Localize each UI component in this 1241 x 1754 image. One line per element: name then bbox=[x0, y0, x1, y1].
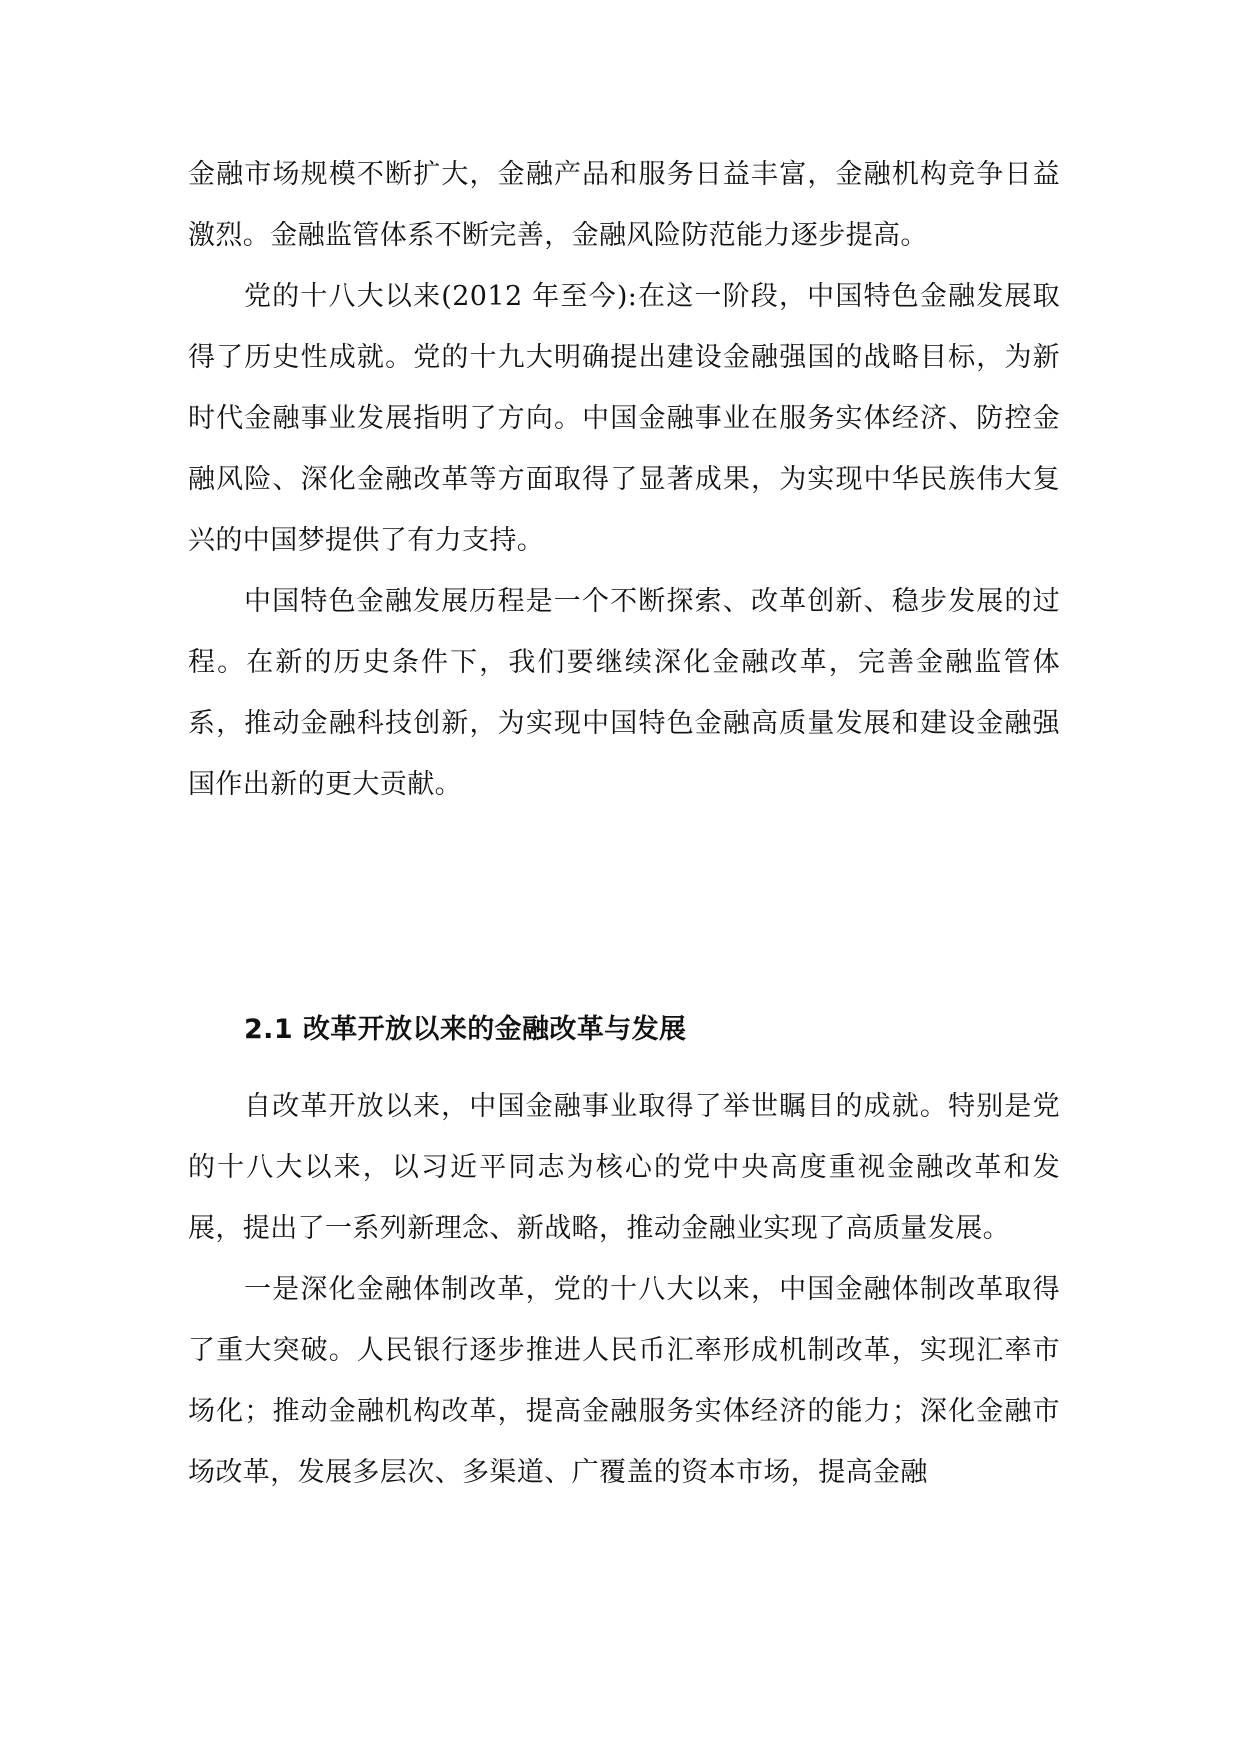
section-heading: 2.1 改革开放以来的金融改革与发展 bbox=[244, 1014, 687, 1045]
section-2-body bbox=[188, 1076, 1060, 1503]
paragraph-system-reform: 一是深化金融体制改革，党的十八大以来，中国金融体制改革取得了重大突破。人民银行逐步推进人民币汇率形成机制改革，实现汇率市场化；推动金融机构改革，提高金融服务实体经济的能力；深化金融市场改革，发展多层次、多渠道、广覆盖的资本市场，提高金融 bbox=[188, 1274, 1060, 1488]
section-1-body bbox=[188, 144, 1060, 815]
paragraph-reform-achievements: 自改革开放以来，中国金融事业取得了举世瞩目的成就。特别是党的十八大以来，以习近平同志为核心的党中央高度重视金融改革和发展，提出了一系列新理念、新战略，推动金融业实现了高质量发展。 bbox=[188, 1091, 1060, 1244]
paragraph-since-18th-congress: 党的十八大以来(2012 年至今):在这一阶段，中国特色金融发展取得了历史性成就。党的十九大明确提出建设金融强国的战略目标，为新时代金融事业发展指明了方向。中国金融事业在服务实体经济、防控金融风险、深化金融改革等方面取得了显著成果，为实现中华民族伟大复兴的中国梦提供了有力支持。 bbox=[188, 281, 1060, 556]
paragraph-summary: 中国特色金融发展历程是一个不断探索、改革创新、稳步发展的过程。在新的历史条件下，我们要继续深化金融改革，完善金融监管体系，推动金融科技创新，为实现中国特色金融高质量发展和建设金融强国作出新的更大贡献。 bbox=[188, 586, 1060, 800]
paragraph-continuation: 金融市场规模不断扩大，金融产品和服务日益丰富，金融机构竞争日益激烈。金融监管体系不断完善，金融风险防范能力逐步提高。 bbox=[188, 159, 1060, 251]
